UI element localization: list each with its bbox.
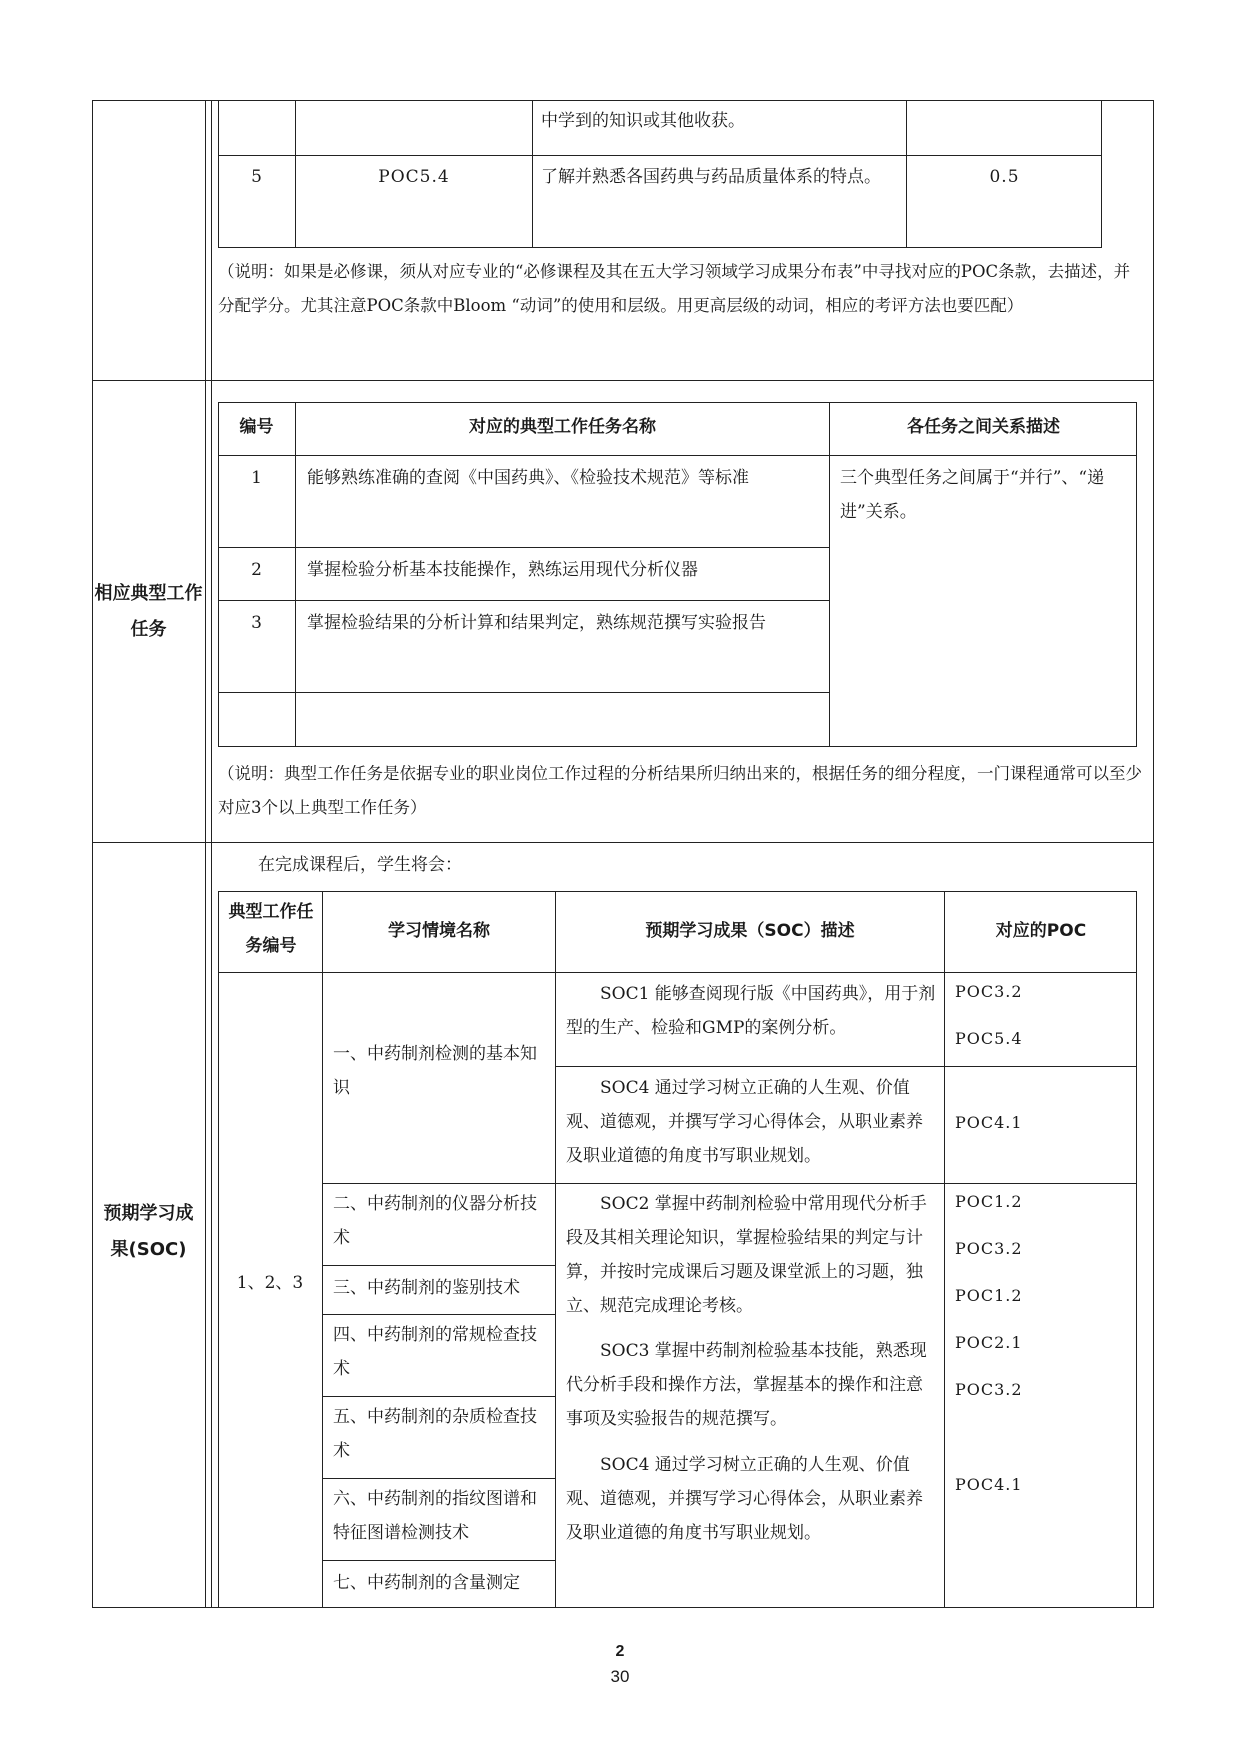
tasks-note: （说明：典型工作任务是依据专业的职业岗位工作过程的分析结果所归纳出来的，根据任务的细分程度，一门课程通常可以至少对应3个以上典型工作任务） [218, 764, 1142, 817]
row5-description: 了解并熟悉各国药典与药品质量体系的特点。 [541, 167, 881, 187]
poc-group1-2: POC5.4 [955, 1029, 1023, 1048]
soc-col-divider-2 [555, 891, 556, 1608]
section-label-work-tasks: 相应典型工作任务 [94, 583, 203, 640]
soc-col-divider-3 [944, 891, 945, 1608]
soc-header-divider [218, 972, 1137, 973]
soc-col-divider-1 [322, 891, 323, 1608]
soc-group-divider [322, 1183, 1137, 1184]
tasks-relation-description: 三个典型任务之间属于“并行”、“递进”关系。 [840, 468, 1105, 522]
situation-divider-5 [322, 1560, 555, 1561]
task-row-1-name: 能够熟练准确的查阅《中国药典》、《检验技术规范》等标准 [307, 468, 749, 488]
tasks-header-name: 对应的典型工作任务名称 [469, 417, 656, 437]
situation-divider-3 [322, 1396, 555, 1397]
poc-group1-1: POC3.2 [955, 982, 1023, 1001]
tasks-col-divider-1 [295, 402, 296, 747]
section-divider-1 [92, 380, 1154, 382]
poc-group1-3: POC4.1 [955, 1113, 1023, 1132]
situation-divider-1 [322, 1265, 555, 1266]
row5-poc: POC5.4 [378, 167, 450, 187]
soc-group1-item-1: SOC1 能够查阅现行版《中国药典》，用于剂型的生产、检验和GMP的案例分析。 [566, 984, 936, 1038]
poc-group2-1: POC1.2 [955, 1192, 1023, 1211]
soc-header-situation: 学习情境名称 [388, 921, 490, 941]
situation-3: 三、中药制剂的鉴别技术 [333, 1278, 520, 1298]
soc-header-task-num: 典型工作任务编号 [228, 902, 314, 956]
label-column-divider-inner [211, 100, 213, 1608]
soc-group2-item-3: SOC4 通过学习树立正确的人生观、价值观、道德观，并撰写学习心得体会，从职业素养及职业道德的角度书写职业规划。 [566, 1455, 923, 1543]
page-number-primary: 2 [615, 1643, 625, 1660]
soc-header-soc: 预期学习成果（SOC）描述 [645, 921, 855, 941]
situation-5: 五、中药制剂的杂质检查技术 [333, 1407, 537, 1461]
soc-group1-divider [555, 1066, 1137, 1067]
section-label-soc: 预期学习成果(SOC) [103, 1203, 194, 1260]
tasks-header-num: 编号 [239, 417, 274, 437]
situation-6: 六、中药制剂的指纹图谱和特征图谱检测技术 [333, 1489, 537, 1543]
tasks-header-relation: 各任务之间关系描述 [907, 417, 1060, 437]
tasks-header-divider [218, 455, 1137, 456]
poc-group2-4: POC2.1 [955, 1333, 1023, 1352]
soc-group2-item-1: SOC2 掌握中药制剂检验中常用现代分析手段及其相关理论知识，掌握检验结果的判定与计算，并按时完成课后习题及课堂派上的习题，独立、规范完成理论考核。 [566, 1194, 927, 1316]
poc-group2-3: POC1.2 [955, 1286, 1023, 1305]
task-row-3-name: 掌握检验结果的分析计算和结果判定，熟练规范撰写实验报告 [307, 613, 766, 633]
row5-credit: 0.5 [989, 167, 1020, 187]
page-number-secondary: 30 [610, 1667, 630, 1686]
soc-header-poc: 对应的POC [995, 921, 1087, 941]
poc-group2-2: POC3.2 [955, 1239, 1023, 1258]
task-row-1-num: 1 [251, 468, 262, 488]
poc-group2-6: POC4.1 [955, 1475, 1023, 1494]
tasks-row-divider-1 [218, 547, 829, 548]
soc-group2-item-2: SOC3 掌握中药制剂检验基本技能，熟悉现代分析手段和操作方法，掌握基本的操作和注意事项及实验报告的规范撰写。 [566, 1341, 927, 1429]
soc-group1-item-2: SOC4 通过学习树立正确的人生观、价值观、道德观，并撰写学习心得体会，从职业素养及职业道德的角度书写职业规划。 [566, 1078, 923, 1166]
row5-number: 5 [251, 167, 262, 187]
task-row-3-num: 3 [251, 613, 262, 633]
situation-2: 二、中药制剂的仪器分析技术 [333, 1194, 537, 1248]
task-row-2-name: 掌握检验分析基本技能操作，熟练运用现代分析仪器 [307, 560, 698, 580]
soc-task-numbers: 1、2、3 [236, 1273, 304, 1293]
section-divider-2 [92, 842, 1154, 844]
top-table-note: （说明：如果是必修课，须从对应专业的“必修课程及其在五大学习领域学习成果分布表”中寻找对应的POC条款，去描述，并分配学分。尤其注意POC条款中Bloom “动词”的使用和层级。用更高层级的动词，相应的考评方法也要匹配） [218, 262, 1131, 315]
tasks-row-divider-2 [218, 600, 829, 601]
situation-1: 一、中药制剂检测的基本知识 [333, 1044, 537, 1098]
tasks-col-divider-2 [829, 402, 830, 747]
situation-divider-2 [322, 1314, 555, 1315]
soc-intro: 在完成课程后，学生将会： [258, 855, 462, 875]
situation-7: 七、中药制剂的含量测定 [333, 1573, 520, 1593]
poc-group2-5: POC3.2 [955, 1380, 1023, 1399]
previous-row-text: 中学到的知识或其他收获。 [541, 111, 745, 131]
task-row-2-num: 2 [251, 560, 262, 580]
situation-divider-4 [322, 1478, 555, 1479]
label-column-divider [205, 100, 207, 1608]
tasks-row-divider-3 [218, 692, 829, 693]
situation-4: 四、中药制剂的常规检查技术 [333, 1325, 537, 1379]
top-col-divider-2 [532, 100, 533, 248]
